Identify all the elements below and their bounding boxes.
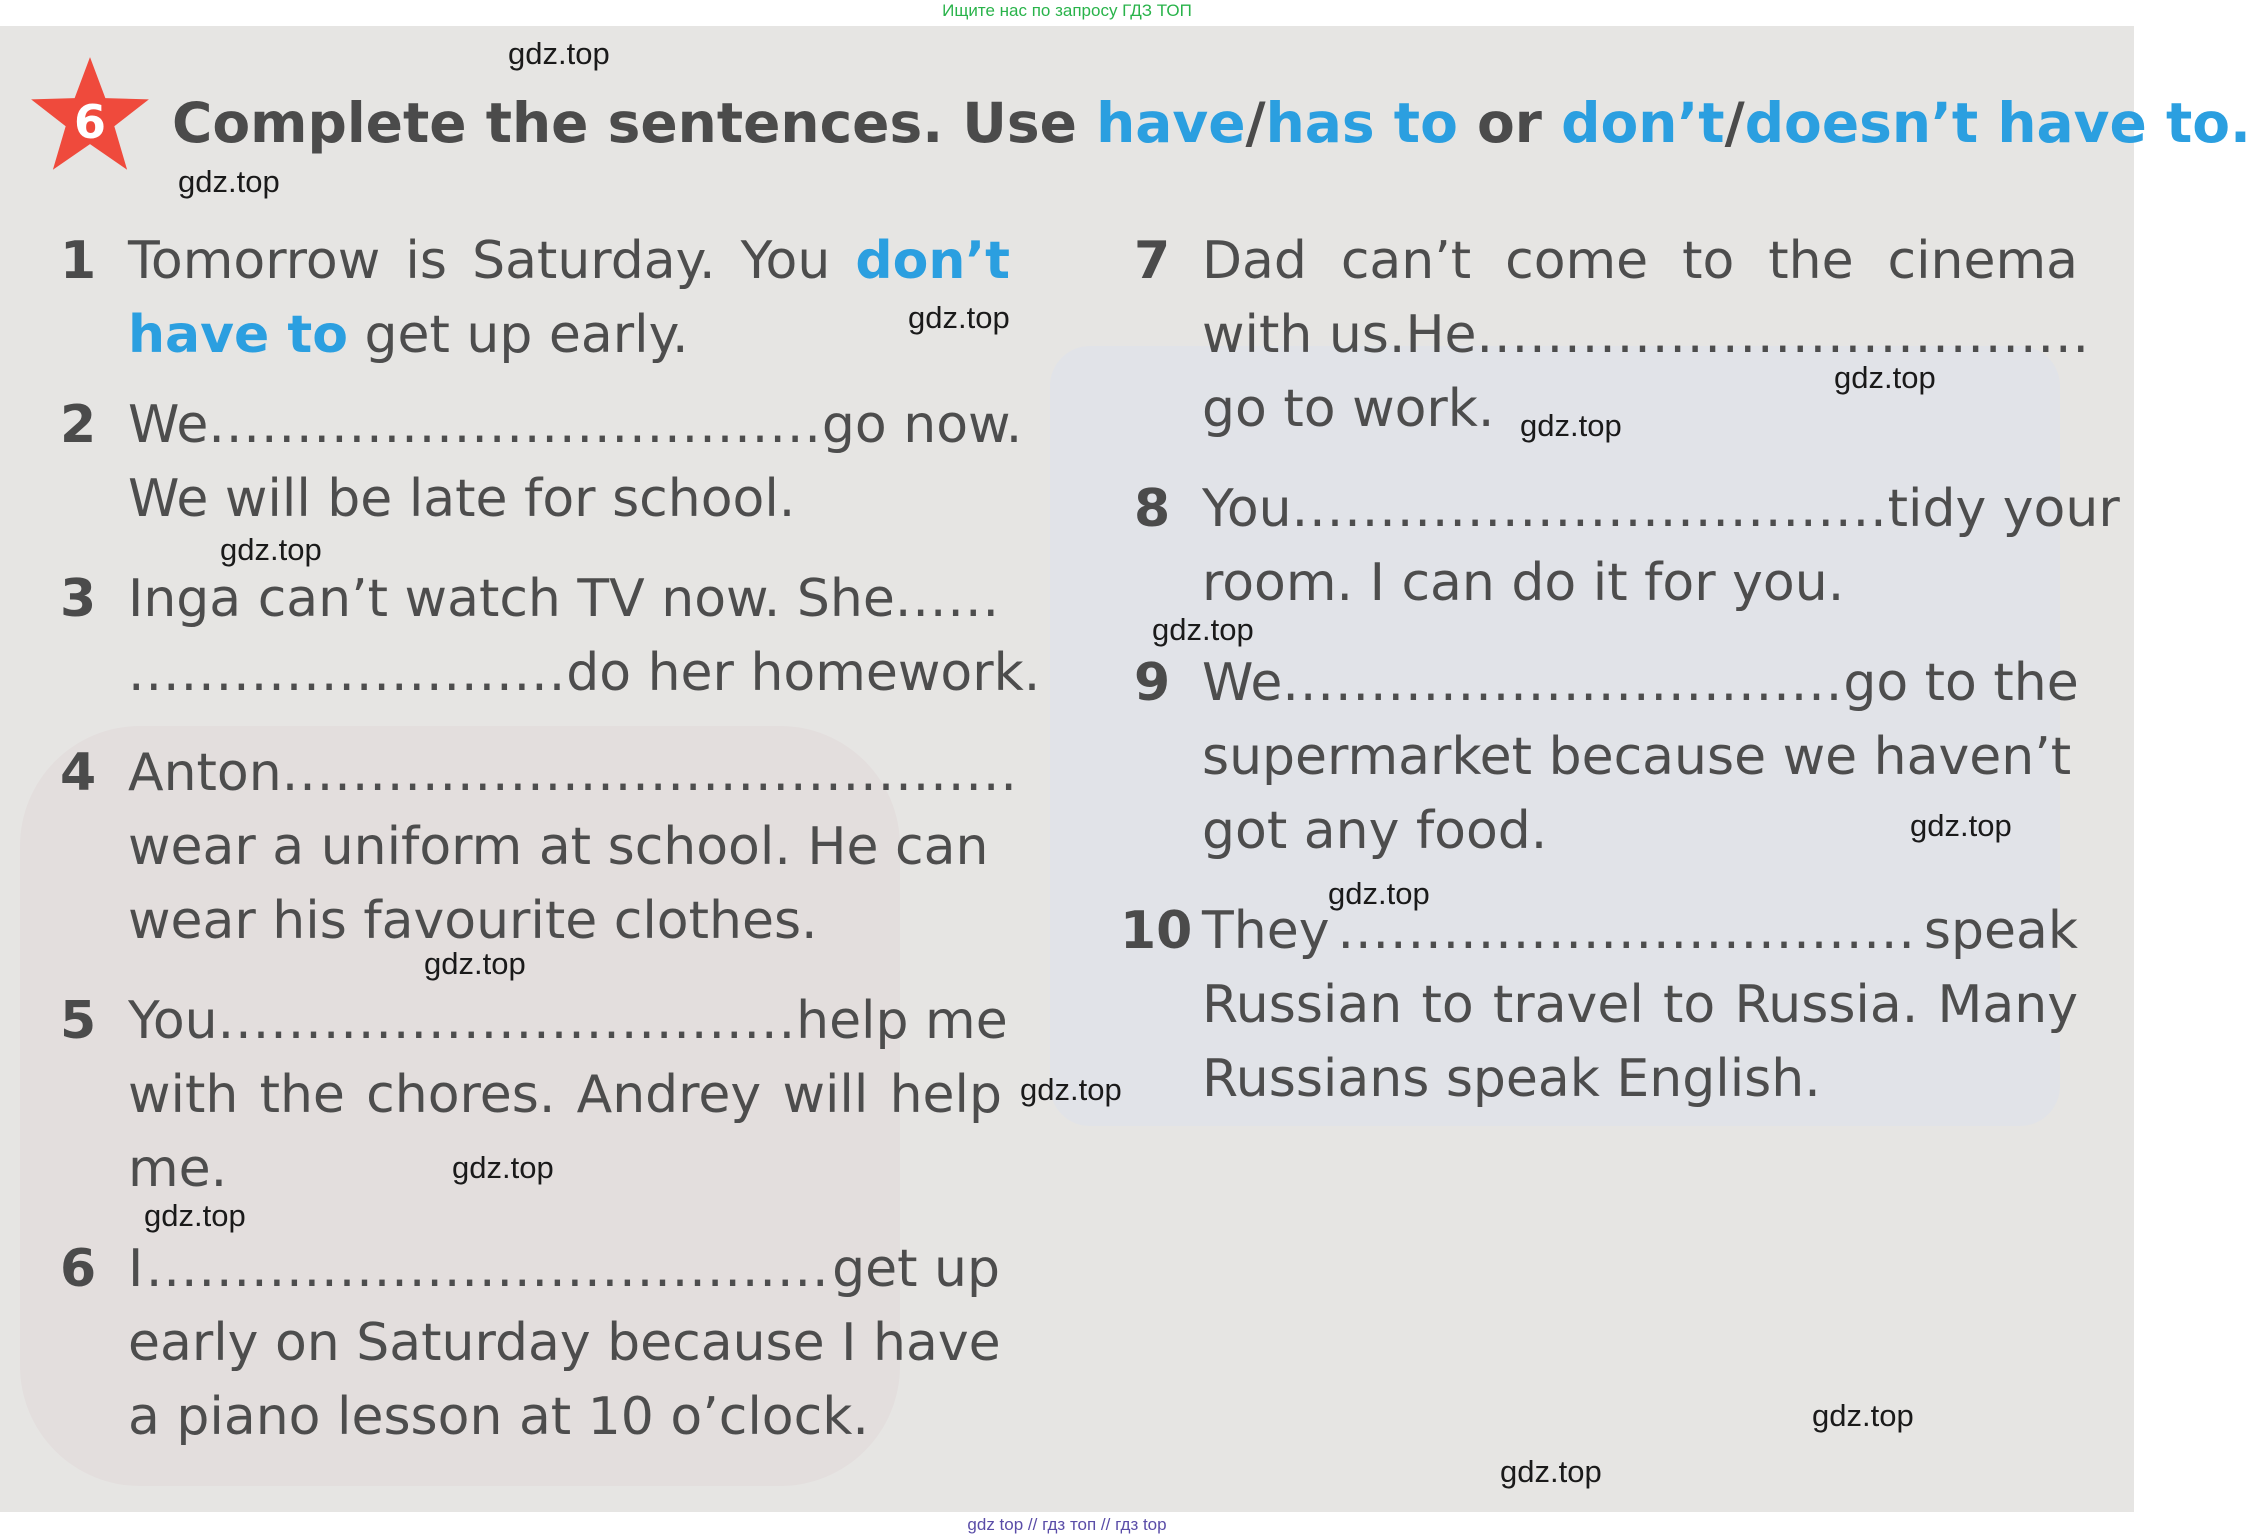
word: wear a uniform at school. He can — [128, 817, 989, 877]
watermark-text: gdz.top — [424, 946, 526, 981]
item-number: 10 — [1120, 901, 1193, 961]
word: do her homework. — [566, 643, 1041, 703]
watermark-text: gdz.top — [1520, 408, 1622, 443]
title-part-have: have — [1096, 91, 1246, 155]
word: I — [128, 1239, 144, 1299]
word: We will be late for school. — [128, 469, 796, 529]
item-number: 7 — [1134, 231, 1171, 291]
word: Andrey — [576, 1065, 762, 1125]
word: travel — [1492, 975, 1644, 1035]
word: We — [1202, 653, 1283, 713]
title-part-slash: / — [1245, 91, 1266, 155]
exercise-number: 6 — [73, 95, 106, 149]
word: room. — [1202, 553, 1354, 613]
item-number: 5 — [60, 991, 97, 1051]
word: a piano lesson at 10 o’clock. — [128, 1387, 869, 1447]
word: go to the — [1843, 653, 2079, 713]
word: the — [259, 1065, 345, 1125]
word: to — [1421, 975, 1474, 1035]
word: They — [1202, 901, 1330, 961]
word: Anton — [128, 743, 282, 803]
answer-blank[interactable]: ...... — [894, 569, 1001, 629]
word: Many — [1937, 975, 2078, 1035]
answer-blank[interactable]: ......................... — [128, 643, 567, 703]
word: get up — [832, 1239, 1000, 1299]
title-part-slash: / — [1724, 91, 1745, 155]
word: got any food. — [1202, 801, 1548, 861]
watermark-text: gdz.top — [1910, 808, 2012, 843]
word: You — [128, 991, 218, 1051]
answer-blank[interactable]: ................................. — [217, 991, 797, 1051]
word: cinema — [1887, 231, 2078, 291]
answer-blank[interactable]: ....................................... — [145, 1239, 830, 1299]
word: is — [405, 231, 447, 291]
word: early on Saturday because I have — [128, 1313, 1001, 1373]
answer-blank[interactable]: ................................... — [208, 395, 822, 455]
watermark-text: gdz.top — [1812, 1398, 1914, 1433]
item-number: 9 — [1134, 653, 1171, 713]
word: with us. — [1202, 305, 1406, 365]
word: go to work. — [1202, 379, 1495, 439]
answer-blank[interactable]: .................................. — [1291, 479, 1888, 539]
word: I can do it for you. — [1353, 553, 1845, 613]
word: help — [889, 1065, 1002, 1125]
word: come — [1505, 231, 1649, 291]
example-answer: don’t — [855, 231, 1010, 291]
word: chores. — [366, 1065, 556, 1125]
watermark-text: gdz.top — [1834, 360, 1936, 395]
item-number: 2 — [60, 395, 97, 455]
watermark-text: gdz.top — [178, 164, 280, 199]
item-number: 6 — [60, 1239, 97, 1299]
word: me. — [128, 1139, 228, 1199]
word: Inga can’t watch TV now. She — [128, 569, 895, 629]
word: can’t — [1340, 231, 1472, 291]
title-part-has-to: has to — [1265, 91, 1458, 155]
word: speak — [1923, 901, 2078, 961]
word: to — [1663, 975, 1716, 1035]
watermark-text: gdz.top — [508, 36, 610, 71]
word: Dad — [1202, 231, 1307, 291]
word: the — [1768, 231, 1854, 291]
word: He — [1405, 305, 1477, 365]
header-note: Ищите нас по запросу ГДЗ ТОП — [942, 1, 1192, 20]
word: Russian — [1202, 975, 1403, 1035]
title-part-dont: don’t — [1561, 91, 1725, 155]
word: tidy your — [1887, 479, 2120, 539]
exercise-title — [172, 88, 2251, 158]
word: with — [128, 1065, 239, 1125]
item-number: 8 — [1134, 479, 1171, 539]
watermark-text: gdz.top — [144, 1198, 246, 1233]
title-part: Complete the sentences. Use — [172, 91, 1097, 155]
watermark-text: gdz.top — [1500, 1454, 1602, 1489]
word: supermarket because we haven’t — [1202, 727, 2072, 787]
word: will — [782, 1065, 869, 1125]
word: Russians speak English. — [1202, 1049, 1821, 1109]
answer-blank[interactable]: ................................ — [1282, 653, 1844, 713]
watermark-text: gdz.top — [1328, 876, 1430, 911]
watermark-text: gdz.top — [908, 300, 1010, 335]
footer-note: gdz top // гдз топ // гдз top — [967, 1515, 1167, 1534]
word: We — [128, 395, 209, 455]
item-number: 1 — [60, 231, 97, 291]
answer-blank[interactable]: ................................. — [1337, 901, 1916, 961]
word: Saturday. — [472, 231, 716, 291]
word: wear his favourite clothes. — [128, 891, 818, 951]
item-number: 4 — [60, 743, 97, 803]
watermark-text: gdz.top — [452, 1150, 554, 1185]
watermark-text: gdz.top — [1020, 1072, 1122, 1107]
word: Tomorrow — [128, 231, 381, 291]
word: help me — [796, 991, 1008, 1051]
answer-blank[interactable]: ................................... — [1476, 305, 2091, 365]
word: You — [1202, 479, 1292, 539]
word: to — [1682, 231, 1735, 291]
answer-blank[interactable]: .......................................... — [281, 743, 1018, 803]
word: get up early. — [347, 305, 689, 365]
word: go now. — [821, 395, 1023, 455]
title-part-or: or — [1457, 91, 1562, 155]
item-number: 3 — [60, 569, 97, 629]
word: You — [740, 231, 831, 291]
watermark-text: gdz.top — [220, 532, 322, 567]
title-part-doesnt-have-to: doesn’t have to. — [1744, 91, 2251, 155]
example-answer: have to — [128, 305, 348, 365]
word: Russia. — [1734, 975, 1919, 1035]
watermark-text: gdz.top — [1152, 612, 1254, 647]
